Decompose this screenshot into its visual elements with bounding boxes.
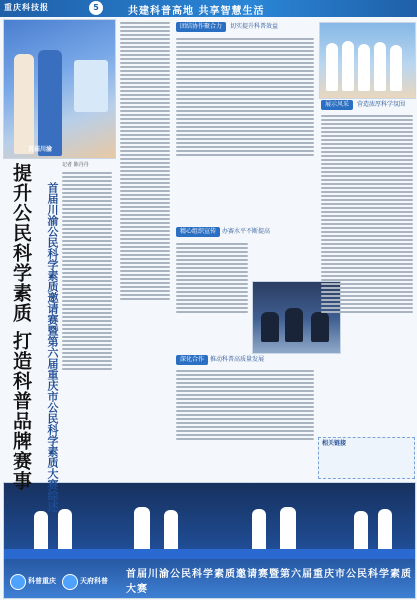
section-heading-2: 精心组织宣传	[176, 227, 220, 237]
footer-title: 首届川渝公民科学素质邀请赛暨第六届重庆市公民科学素质大赛	[126, 569, 412, 595]
section-heading-3: 深化合作	[176, 355, 208, 365]
stage-label: 首届川渝	[28, 146, 53, 153]
section-heading-4-sub: 营造浓厚科学氛围	[357, 101, 406, 108]
related-links-title: 相关链接	[322, 440, 347, 447]
footer-logo-1: 科普重庆	[28, 577, 56, 585]
header-slogan: 共建科普高地 共享智慧生活	[128, 6, 265, 17]
section-heading-1-sub: 切实提升科普效益	[230, 23, 279, 30]
logo-icon-2	[62, 574, 78, 590]
article-subtitle: 首届川渝公民科学素质邀请赛暨第六届重庆市公民科学素质大赛综述	[46, 182, 59, 512]
section-heading-1: 团结协作聚合力	[176, 22, 226, 32]
section-heading-4: 展示风采	[321, 100, 353, 110]
logo-icon	[10, 574, 26, 590]
article-byline: 记者 陈丹丹	[62, 162, 89, 168]
article-title: 提升公民科学素质 打造科普品牌赛事	[10, 163, 32, 491]
text-column-4	[176, 241, 248, 351]
photo-team-line	[319, 22, 416, 99]
text-column-5	[176, 368, 314, 478]
text-column-2	[120, 20, 170, 475]
footer-logo-2: 天府科普	[80, 577, 108, 585]
section-heading-2-sub: 办赛水平不断提高	[222, 228, 271, 235]
page-number: 5	[89, 1, 103, 15]
section-heading-3-sub: 推动科普高质量发展	[210, 356, 265, 363]
text-column-3	[176, 36, 314, 221]
text-column-1	[62, 170, 112, 475]
photo-host-stage	[3, 19, 116, 159]
text-column-6	[321, 113, 413, 433]
masthead: 重庆科技报	[4, 2, 49, 12]
